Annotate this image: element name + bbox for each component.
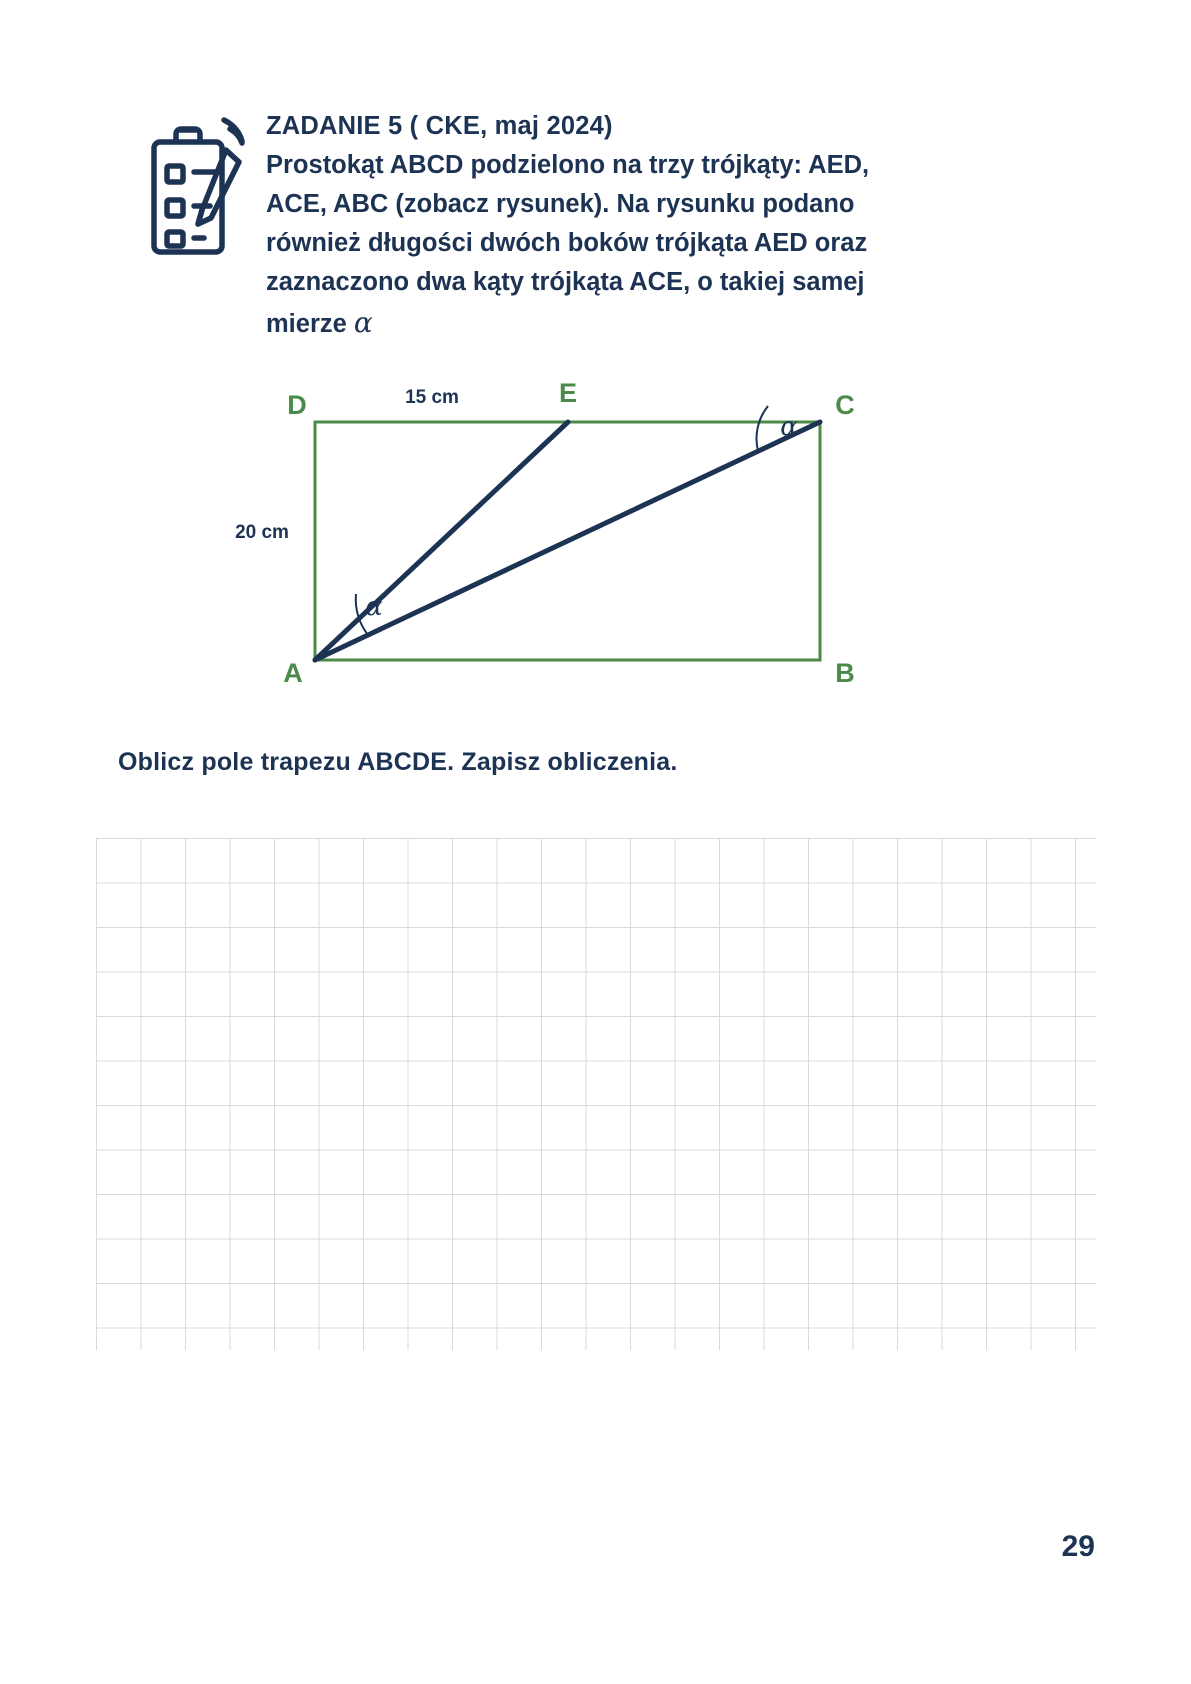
segment-ae (315, 422, 568, 660)
question-prompt: Oblicz pole trapezu ABCDE. Zapisz obliczenia. (118, 748, 678, 776)
task-line-2: ACE, ABC (zobacz rysunek). Na rysunku podano (266, 190, 855, 219)
alpha-symbol: α (353, 306, 373, 340)
task-line-4: zaznaczono dwa kąty trójkąta ACE, o takiej samej (266, 268, 865, 297)
task-line-1: Prostokąt ABCD podzielono na trzy trójkąty: AED, (266, 151, 870, 180)
alpha-angle-a: α (365, 592, 383, 622)
task-line-5 (266, 302, 1011, 345)
task-description (266, 146, 1011, 345)
vertex-label-b: B (835, 658, 855, 688)
task-line-5-text: mierze (266, 310, 347, 339)
answer-grid-area[interactable] (96, 838, 1096, 1350)
page-number: 29 (1061, 1530, 1095, 1563)
clipboard-pencil-icon (138, 114, 248, 269)
task-line-3: również długości dwóch boków trójkąta AED oraz (266, 229, 868, 258)
vertex-label-a: A (283, 658, 303, 688)
vertex-label-c: C (835, 390, 855, 420)
label-left-length: 20 cm (235, 522, 289, 543)
geometry-figure (200, 370, 960, 710)
angle-arc-c (757, 406, 768, 451)
alpha-angle-c: α (780, 412, 798, 442)
segment-ac (315, 422, 820, 660)
vertex-label-d: D (287, 390, 307, 420)
task-title: ZADANIE 5 ( CKE, maj 2024) (266, 112, 613, 140)
task-block (138, 108, 1018, 345)
task-text (266, 108, 1011, 345)
label-top-length: 15 cm (405, 387, 459, 408)
vertex-label-e: E (558, 378, 578, 408)
